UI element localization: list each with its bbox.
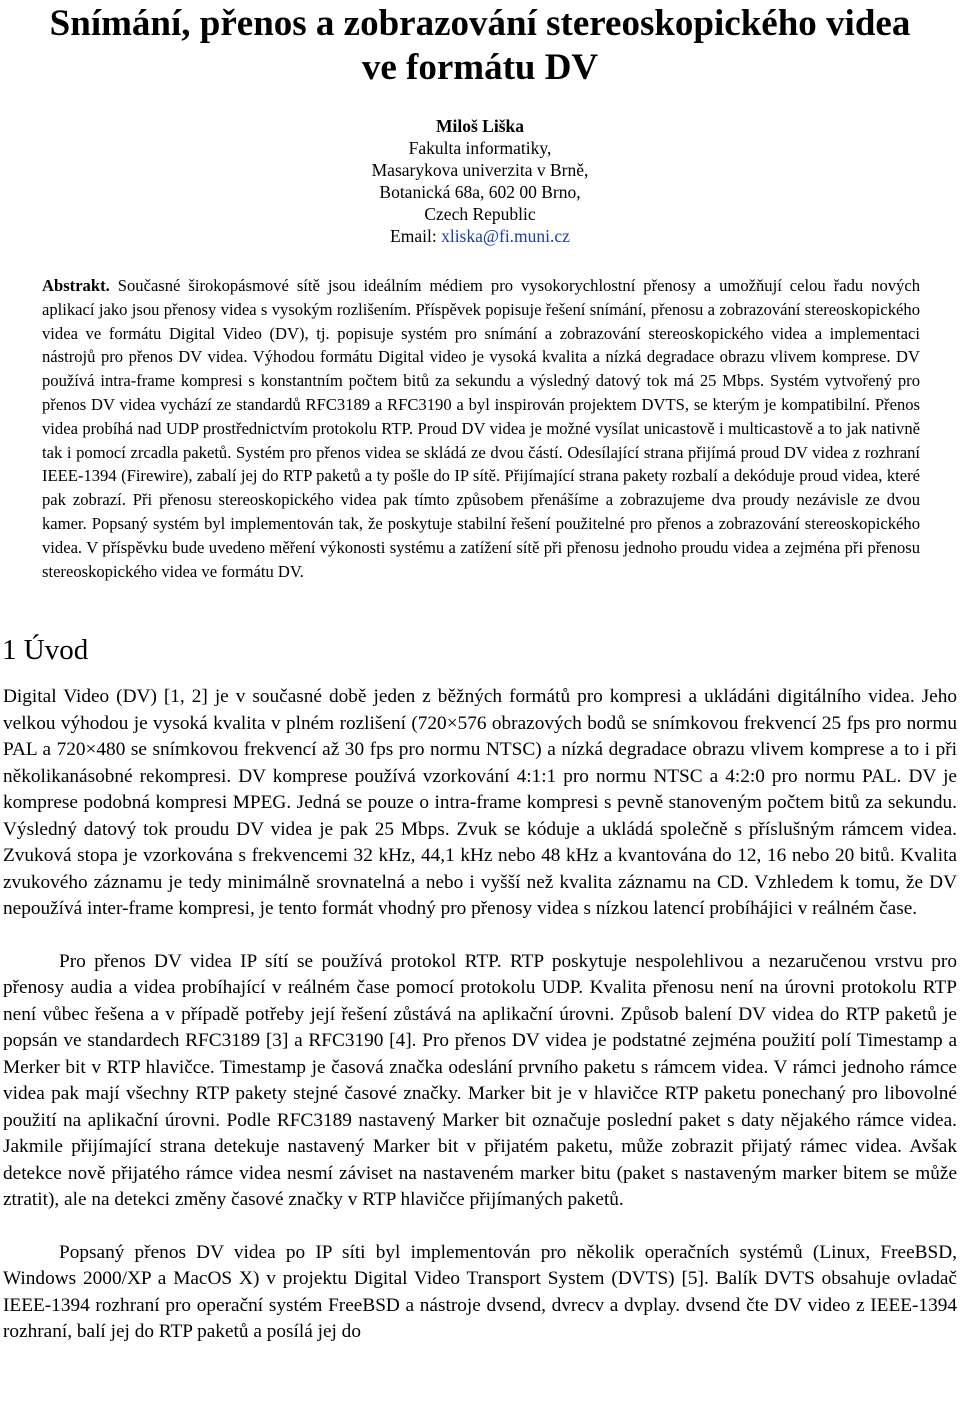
title-line-1: Snímání, přenos a zobrazování stereoskopického videa <box>49 3 911 44</box>
abstract-label: Abstrakt. <box>42 276 110 295</box>
email-link[interactable]: xliska@fi.muni.cz <box>441 226 570 246</box>
body-paragraph: Popsaný přenos DV videa po IP síti byl implementován pro několik operačních systémů (Linux, FreeBSD, Windows 2000/XP a MacOS X) v projektu Digital Video Transport System (DVTS) [5]. Balík DVTS obsahuje ovladač IEEE-1394 rozhraní pro operační systém FreeBSD a nástroje dvsend, dvrecv a dvplay. dvsend čte DV video z IEEE-1394 rozhraní, balí jej do RTP paketů a posílá jej do <box>3 1241 957 1342</box>
affiliation-line: Fakulta informatiky, <box>408 138 552 158</box>
section-body <box>3 684 957 1372</box>
author-name: Miloš Liška <box>435 116 524 136</box>
affiliation-line: Czech Republic <box>424 204 536 224</box>
section-heading: 1 Úvod <box>2 634 89 666</box>
affiliation-line: Botanická 68a, 602 00 Brno, <box>379 182 581 202</box>
email-line <box>0 225 960 247</box>
affiliation-line: Masarykova univerzita v Brně, <box>371 160 589 180</box>
email-label: Email: <box>390 226 442 246</box>
abstract <box>42 274 920 583</box>
body-paragraph: Pro přenos DV videa IP sítí se používá protokol RTP. RTP poskytuje nespolehlivou a nezaručenou vrstvu pro přenosy audia a videa probíhající v reálném čase pomocí protokolu UDP. Kvalita přenosu není na úrovni protokolu RTP není vůbec řešena a v případě potřeby její řešení zůstává na aplikační úrovni. Způsob balení DV videa do RTP paketů je popsán ve standardech RFC3189 [3] a RFC3190 [4]. Pro přenos DV videa je podstatné zejména použití polí Timestamp a Merker bit v RTP hlavičce. Timestamp je časová značka odeslání prvního paketu s rámcem videa. V rámci jednoho rámce videa pak mají všechny RTP pakety stejné časové značky. Marker bit je v hlavičce RTP paketu ponechaný pro libovolné použití na aplikační úrovni. Podle RFC3189 nastavený Marker bit označuje poslední paket s daty nějakého rámce videa. Jakmile přijímající strana detekuje nastavený Marker bit v přijatém paketu, může zobrazit přijatý rámec videa. Avšak detekce nově přijatého rámce videa nesmí záviset na nastaveném marker bitu (paket s nastaveným marker bitem se může ztratit), ale na detekci změny časové značky v RTP hlavičce přijímaných paketů. <box>3 950 957 1210</box>
abstract-text: Současné širokopásmové sítě jsou ideálním médiem pro vysokorychlostní přenosy a umožňují celou řadu nových aplikací jako jsou přenosy videa s vysokým rozlišením. Příspěvek popisuje řešení snímání, přenosu a zobrazování stereoskopického videa ve formátu Digital Video (DV), tj. popisuje systém pro snímání a zobrazování stereoskopického videa a implementaci nástrojů pro přenos DV videa. Výhodou formátu Digital video je vysoká kvalita a nízká degradace obrazu vlivem komprese. DV používá intra-frame kompresi s konstantním počtem bitů za sekundu a výsledný datový tok má 25 Mbps. Systém vytvořený pro přenos DV videa vychází ze standardů RFC3189 a RFC3190 a byl inspirován projektem DVTS, se kterým je kompatibilní. Přenos videa probíhá nad UDP prostřednictvím protokolu RTP. Proud DV videa je možné vysílat unicastově i multicastově a to jak nativně tak i pomocí zrcadla paketů. Systém pro přenos videa se skládá ze dvou částí. Odesílající strana přijímá proud DV videa z rozhraní IEEE-1394 (Firewire), zabalí jej do RTP paketů a ty pošle do IP sítě. Přijímající strana pakety rozbalí a dekóduje proud videa, které pak zobrazí. Při přenosu stereoskopického videa pak tímto způsobem přenášíme a zobrazujeme dva proudy nezávisle ze dvou kamer. Popsaný systém byl implementován tak, že poskytuje stabilní řešení použitelné pro přenos a zobrazování stereoskopického videa. V příspěvku bude uvedeno měření výkonosti systému a zatížení sítě při přenosu jednoho proudu videa a zejména při přenosu stereoskopického videa ve formátu DV. <box>42 276 920 581</box>
paper-title <box>0 2 960 90</box>
author-block <box>0 115 960 247</box>
body-paragraph: Digital Video (DV) [1, 2] je v současné době jeden z běžných formátů pro kompresi a ukládáni digitálního videa. Jeho velkou výhodou je vysoká kvalita v plném rozlišení (720×576 obrazových bodů se snímkovou frekvencí 25 fps pro normu PAL a 720×480 se snímkovou frekvencí až 30 fps pro normu NTSC) a nízká degradace obrazu vlivem komprese a to i při několikanásobné rekompresi. DV komprese používá vzorkování 4:1:1 pro normu NTSC a 4:2:0 pro normu PAL. DV je komprese podobná kompresi MPEG. Jedná se pouze o intra-frame kompresi s pevně stanoveným počtem bitů za sekundu. Výsledný datový tok proudu DV videa je pak 25 Mbps. Zvuk se kóduje a ukládá společně s příslušným rámcem videa. Zvuková stopa je vzorkována s frekvencemi 32 kHz, 44,1 kHz nebo 48 kHz a kvantována do 12, 16 nebo 20 bitů. Kvalita zvukového záznamu je tedy minimálně srovnatelná a nebo i vyšší než kvalita záznamu na CD. Vzhledem k tomu, že DV nepoužívá inter-frame kompresi, je tento formát vhodný pro přenosy videa s nízkou latencí probíhájici v reálném čase. <box>3 686 957 919</box>
title-line-2: ve formátu DV <box>361 47 599 88</box>
